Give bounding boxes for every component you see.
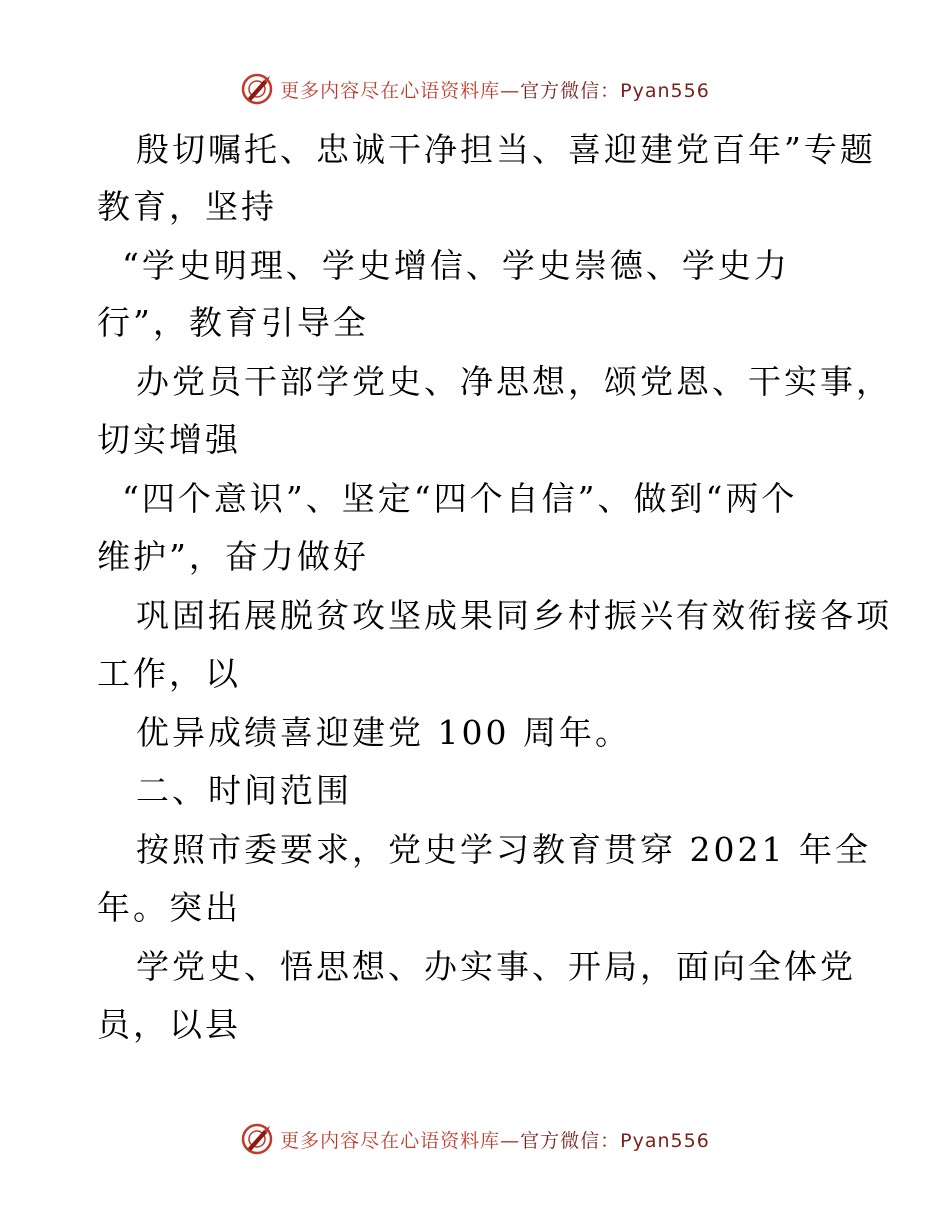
text-line: “四个意识”、坚定“四个自信”、做到“两个 — [122, 479, 798, 518]
banner-separator: — — [500, 1129, 521, 1152]
quill-pen-logo-icon — [240, 1122, 274, 1156]
section-heading: 二、时间范围 — [136, 771, 352, 810]
header-banner-text — [280, 76, 710, 103]
text-line: 切实增强 — [97, 420, 241, 459]
text-line: 学党史、悟思想、办实事、开局，面向全体党 — [136, 947, 856, 986]
header-watermark — [0, 72, 950, 106]
footer-banner-text — [280, 1126, 710, 1153]
site-name: 更多内容尽在心语资料库 — [280, 1129, 501, 1152]
quill-pen-logo-icon — [240, 72, 274, 106]
text-line: 维护”，奋力做好 — [97, 537, 369, 576]
text-line: 殷切嘱托、忠诚干净担当、喜迎建党百年”专题 — [136, 130, 876, 169]
text-line: 按照市委要求，党史学习教育贯穿 2021 年全 — [136, 830, 871, 869]
site-name: 更多内容尽在心语资料库 — [280, 79, 501, 102]
text-line: 行”，教育引导全 — [97, 303, 369, 342]
text-line: 年。突出 — [97, 888, 241, 927]
banner-separator: — — [500, 79, 521, 102]
footer-watermark — [0, 1122, 950, 1156]
text-line: “学史明理、学史增信、学史崇德、学史力 — [122, 246, 790, 285]
text-line: 优异成绩喜迎建党 100 周年。 — [136, 713, 631, 752]
contact-info: 官方微信：Pyan556 — [520, 79, 710, 102]
text-line: 巩固拓展脱贫攻坚成果同乡村振兴有效衔接各项 — [136, 596, 892, 635]
text-line: 办党员干部学党史、净思想，颂党恩、干实事， — [136, 362, 892, 401]
contact-info: 官方微信：Pyan556 — [520, 1129, 710, 1152]
text-line: 员，以县 — [97, 1005, 241, 1044]
text-line: 教育，坚持 — [97, 187, 277, 226]
text-line: 工作，以 — [97, 654, 241, 693]
